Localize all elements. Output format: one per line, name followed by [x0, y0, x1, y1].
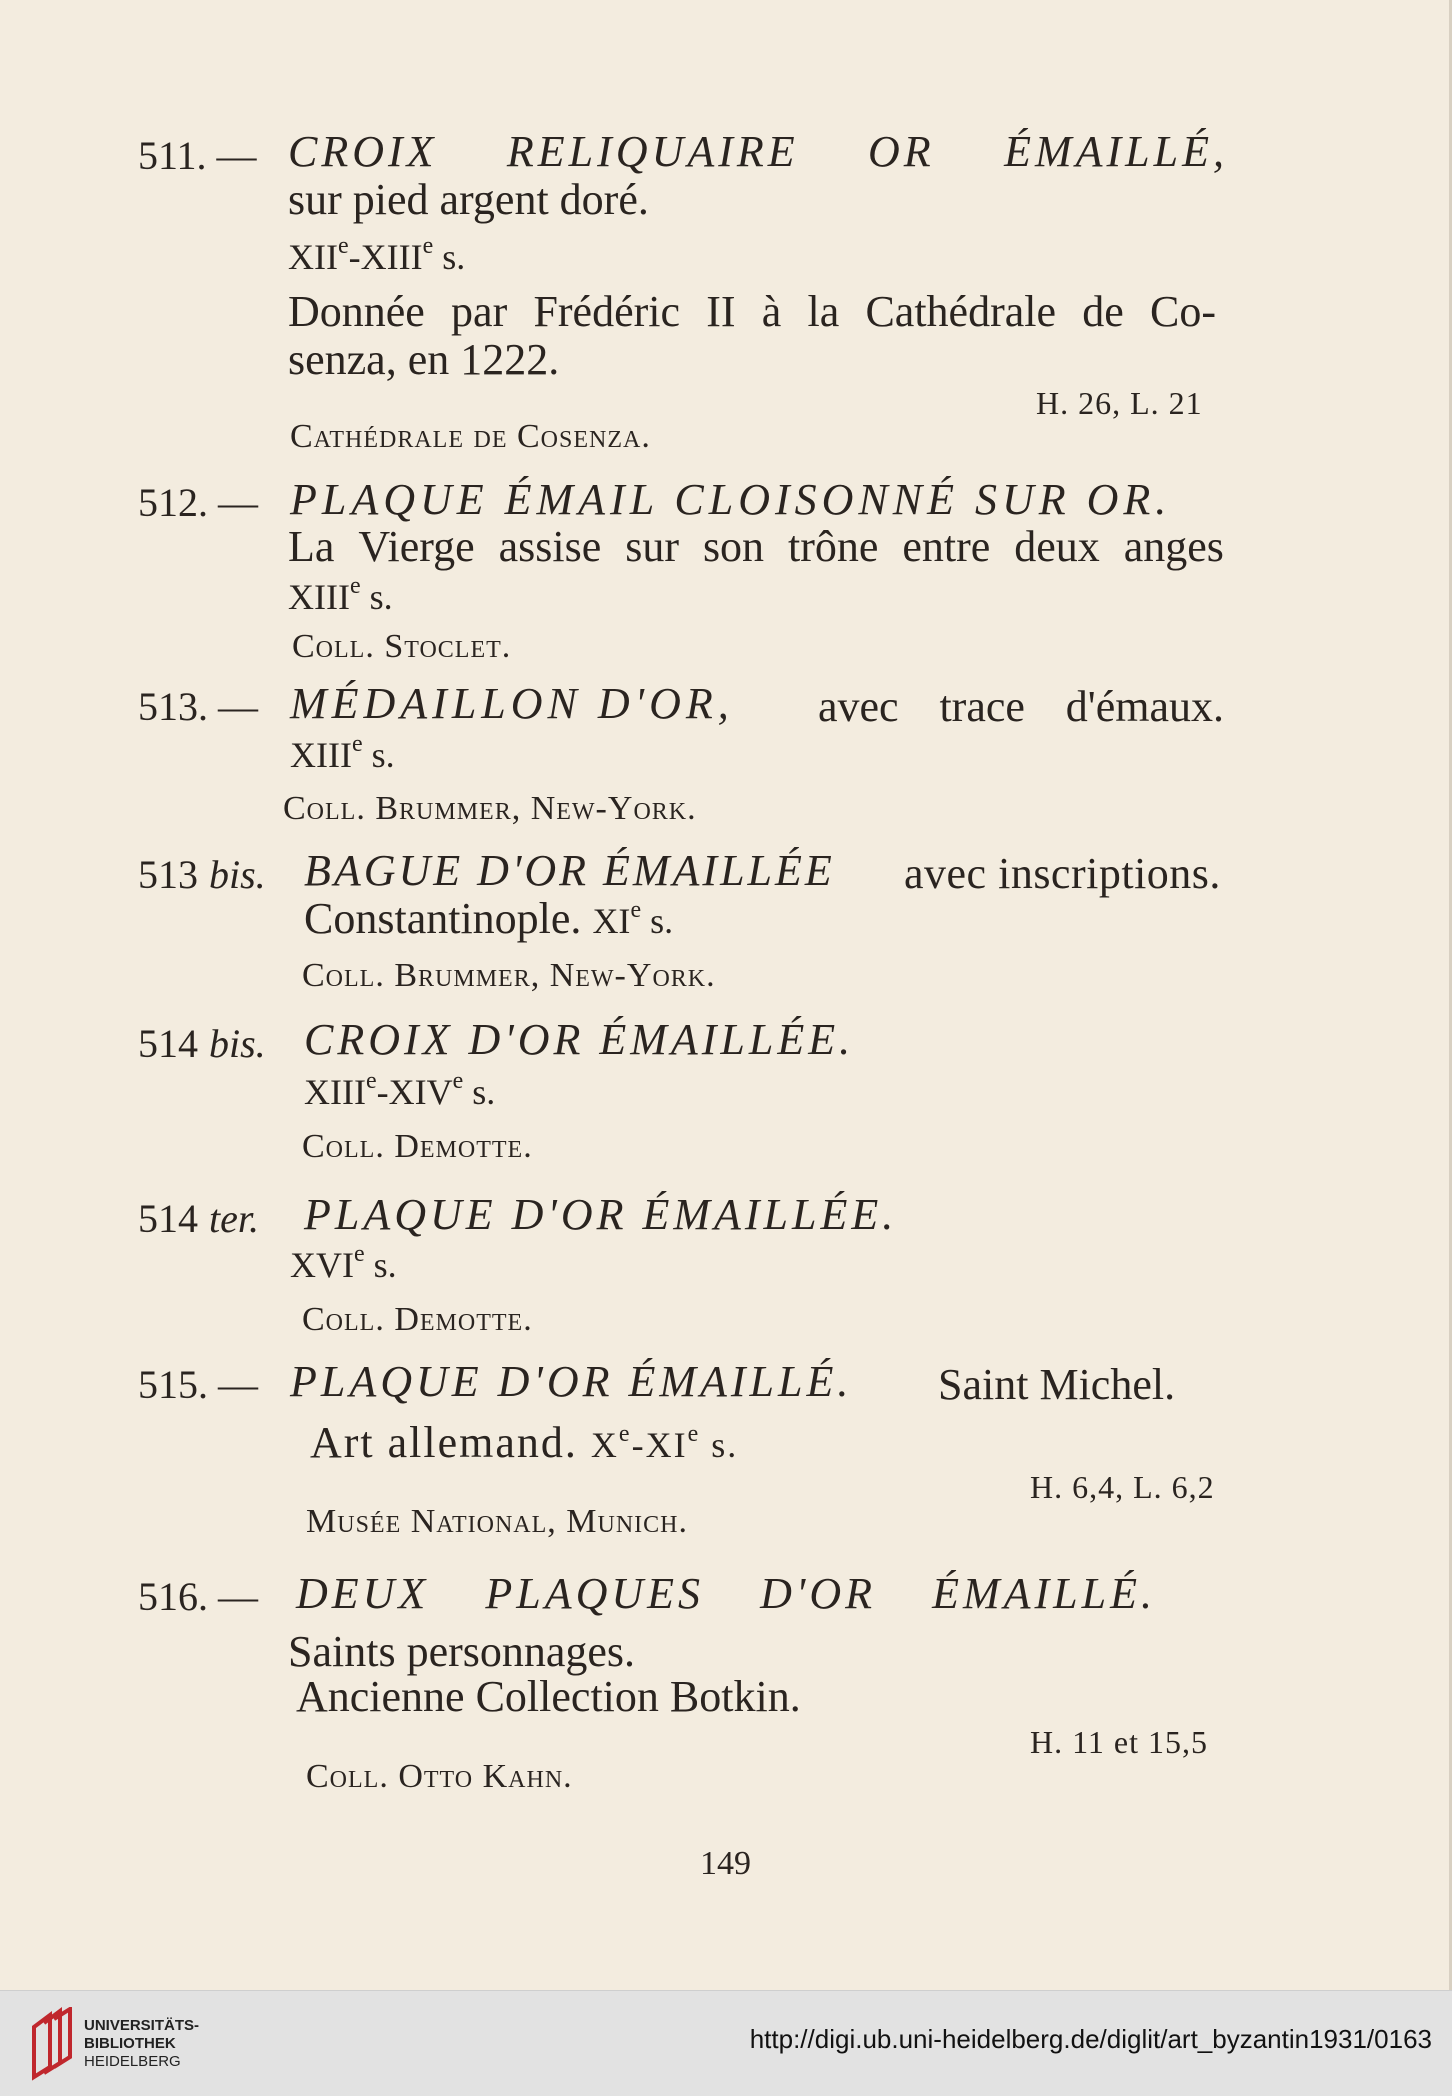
source-url-link[interactable]: http://digi.ub.uni-heidelberg.de/diglit/art_byzantin1931/0163 [749, 2024, 1432, 2054]
entry-description: Saints personnages. [288, 1627, 636, 1676]
entry-measurements: H. 11 et 15,5 [1030, 1724, 1209, 1760]
entry-date: XIIIe-XIVe s. [304, 1068, 496, 1112]
entry-collection: Musée National, Munich. [306, 1503, 688, 1540]
entry-title: CROIX RELIQUAIRE OR ÉMAILLÉ, [288, 127, 1228, 176]
entry-number: 514 ter. [138, 1196, 259, 1241]
footer-bar [0, 1990, 1452, 2096]
entry-description: Art allemand. Xe-XIe s. [310, 1418, 739, 1467]
entry-number: 516. — [138, 1574, 258, 1619]
entry-title: PLAQUE ÉMAIL CLOISONNÉ SUR OR. [290, 475, 1172, 524]
entry-title: BAGUE D'OR ÉMAILLÉE [304, 846, 835, 895]
entry-collection: Coll. Demotte. [302, 1128, 533, 1165]
page-number: 149 [700, 1845, 751, 1882]
entry-date: XVIe s. [290, 1241, 397, 1285]
entry-number: 513. — [138, 684, 258, 729]
entry-note-continued: senza, en 1222. [288, 335, 560, 384]
entry-date: XIIIe s. [290, 731, 395, 775]
entry-collection: Coll. Otto Kahn. [306, 1758, 573, 1795]
entry-date: XIIIe s. [288, 573, 393, 617]
entry-collection: Coll. Brummer, New-York. [302, 957, 716, 994]
entry-title-rest: Saint Michel. [938, 1360, 1176, 1409]
library-logo-icon [30, 2007, 74, 2081]
entry-title: PLAQUE D'OR ÉMAILLÉ. [290, 1357, 853, 1406]
entry-measurements: H. 6,4, L. 6,2 [1030, 1469, 1215, 1505]
entry-description: sur pied argent doré. [288, 175, 649, 224]
entry-note: Donnée par Frédéric II à la Cathédrale de Co- [288, 287, 1216, 336]
entry-description-2: Ancienne Collection Botkin. [296, 1672, 801, 1721]
entry-number: 511. — [138, 133, 257, 178]
entry-collection: Coll. Stoclet. [292, 628, 512, 665]
entry-collection: Coll. Demotte. [302, 1301, 533, 1338]
entry-measurements: H. 26, L. 21 [1036, 385, 1203, 421]
entry-title-rest: avec trace d'émaux. [818, 682, 1224, 731]
entry-description: La Vierge assise sur son trône entre deux anges [288, 522, 1224, 571]
library-logo-text: UNIVERSITÄTS- BIBLIOTHEK HEIDELBERG [84, 2017, 200, 2070]
entry-number: 512. — [138, 480, 258, 525]
entry-number: 515. — [138, 1362, 258, 1407]
entry-title: PLAQUE D'OR ÉMAILLÉE. [304, 1190, 898, 1239]
entry-date: XIIe-XIIIe s. [288, 233, 466, 277]
entry-title: DEUX PLAQUES D'OR ÉMAILLÉ. [296, 1569, 1156, 1618]
entry-title: MÉDAILLON D'OR, [290, 679, 734, 728]
entry-description: Constantinople. XIe s. [304, 894, 674, 943]
entry-number: 514 bis. [138, 1021, 266, 1066]
entry-title-rest: avec inscriptions. [904, 849, 1221, 898]
entry-collection: Coll. Brummer, New-York. [283, 790, 697, 827]
entry-title: CROIX D'OR ÉMAILLÉE. [304, 1015, 855, 1064]
entry-collection: Cathédrale de Cosenza. [290, 418, 651, 455]
entry-number: 513 bis. [138, 852, 266, 897]
